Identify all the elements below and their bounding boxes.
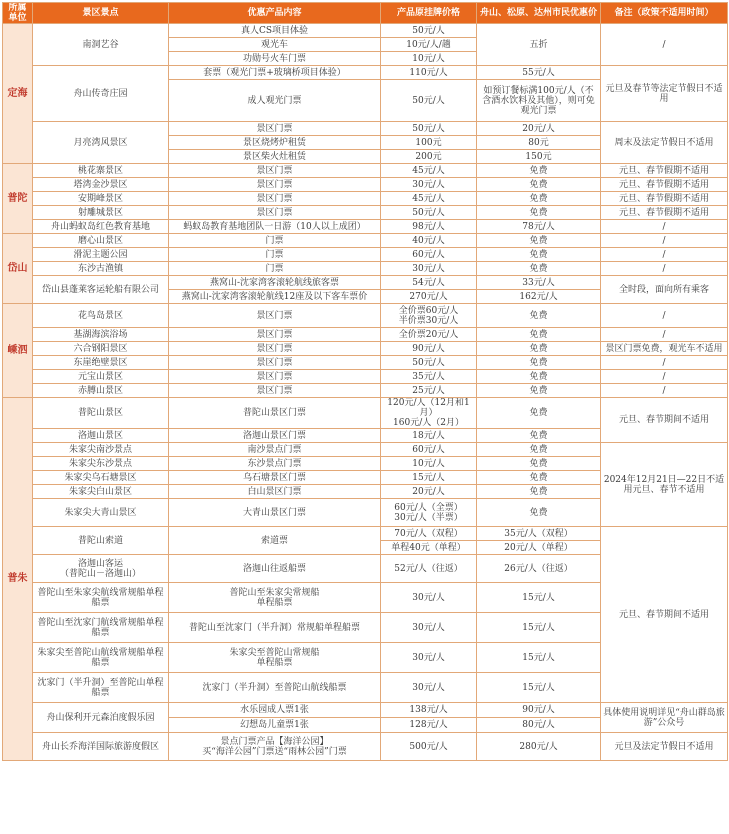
ticket-discount-table bbox=[2, 2, 728, 761]
content-cell: 朱家尖至普陀山常规船 单程船票 bbox=[169, 643, 381, 673]
spot-cell: 塔湾金沙景区 bbox=[33, 178, 169, 192]
price-cell: 10元/人 bbox=[381, 52, 477, 66]
price-cell: 10元/人 bbox=[381, 457, 477, 471]
spot-cell: 舟山传奇庄园 bbox=[33, 66, 169, 122]
note-cell: 元旦、春节假期不适用 bbox=[601, 164, 728, 178]
spot-cell: 东崖绝壁景区 bbox=[33, 356, 169, 370]
note-cell: / bbox=[601, 234, 728, 248]
discount-cell: 15元/人 bbox=[477, 673, 601, 703]
content-cell: 燕窝山-沈家湾客滚轮航线旅客票 bbox=[169, 276, 381, 290]
content-cell: 蚂蚁岛教育基地团队一日游（10人以上成团） bbox=[169, 220, 381, 234]
content-cell: 白山景区门票 bbox=[169, 485, 381, 499]
content-cell: 景区门票 bbox=[169, 328, 381, 342]
content-cell: 景区门票 bbox=[169, 164, 381, 178]
spot-cell: 洛迦山客运 （普陀山－洛迦山） bbox=[33, 555, 169, 583]
content-cell: 成人观光门票 bbox=[169, 80, 381, 122]
discount-cell: 26元/人（往返） bbox=[477, 555, 601, 583]
table-row bbox=[3, 220, 728, 234]
spot-cell: 沈家门（半升洞）至普陀山单程船票 bbox=[33, 673, 169, 703]
content-cell: 水乐园成人票1张 bbox=[169, 703, 381, 718]
spot-cell: 朱家尖白山景区 bbox=[33, 485, 169, 499]
discount-cell: 15元/人 bbox=[477, 643, 601, 673]
price-cell: 120元/人（12月和1月） 160元/人（2月） bbox=[381, 398, 477, 429]
price-cell: 270元/人 bbox=[381, 290, 477, 304]
spot-cell: 普陀山至朱家尖航线常规船单程船票 bbox=[33, 583, 169, 613]
content-cell: 南沙景点门票 bbox=[169, 443, 381, 457]
region-dinghai: 定海 bbox=[3, 24, 33, 164]
spot-cell: 朱家尖乌石塘景区 bbox=[33, 471, 169, 485]
spot-cell: 月亮湾风景区 bbox=[33, 122, 169, 164]
content-cell: 门票 bbox=[169, 234, 381, 248]
spot-cell: 舟山蚂蚁岛红色教育基地 bbox=[33, 220, 169, 234]
content-cell: 景区门票 bbox=[169, 356, 381, 370]
spot-cell: 岱山县蓬莱客运轮船有限公司 bbox=[33, 276, 169, 304]
price-cell: 98元/人 bbox=[381, 220, 477, 234]
discount-cell: 免费 bbox=[477, 248, 601, 262]
header-price: 产品原挂牌价格 bbox=[381, 3, 477, 24]
content-cell: 门票 bbox=[169, 248, 381, 262]
discount-cell: 免费 bbox=[477, 443, 601, 457]
discount-cell: 免费 bbox=[477, 192, 601, 206]
note-cell: / bbox=[601, 220, 728, 234]
price-cell: 50元/人 bbox=[381, 206, 477, 220]
price-cell: 30元/人 bbox=[381, 613, 477, 643]
price-cell: 45元/人 bbox=[381, 192, 477, 206]
price-cell: 100元 bbox=[381, 136, 477, 150]
discount-cell: 免费 bbox=[477, 304, 601, 328]
content-cell: 东沙景点门票 bbox=[169, 457, 381, 471]
table-row bbox=[3, 122, 728, 136]
price-cell: 18元/人 bbox=[381, 429, 477, 443]
price-cell: 30元/人 bbox=[381, 583, 477, 613]
content-cell: 功勋号火车门票 bbox=[169, 52, 381, 66]
spot-cell: 滑泥主题公园 bbox=[33, 248, 169, 262]
price-cell: 60元/人（全票） 30元/人（半票） bbox=[381, 499, 477, 527]
table-row bbox=[3, 24, 728, 38]
spot-cell: 花鸟岛景区 bbox=[33, 304, 169, 328]
price-cell: 138元/人 bbox=[381, 703, 477, 718]
discount-cell: 20元/人（单程） bbox=[477, 541, 601, 555]
note-cell: / bbox=[601, 262, 728, 276]
spot-cell: 射雕城景区 bbox=[33, 206, 169, 220]
table-row bbox=[3, 262, 728, 276]
content-cell: 燕窝山-沈家湾客滚轮航线12座及以下客车票价 bbox=[169, 290, 381, 304]
spot-cell: 六合钢阳景区 bbox=[33, 342, 169, 356]
price-cell: 20元/人 bbox=[381, 485, 477, 499]
content-cell: 乌石塘景区门票 bbox=[169, 471, 381, 485]
spot-cell: 朱家尖大青山景区 bbox=[33, 499, 169, 527]
discount-cell: 33元/人 bbox=[477, 276, 601, 290]
note-cell: / bbox=[601, 304, 728, 328]
content-cell: 普陀山至朱家尖常规船 单程船票 bbox=[169, 583, 381, 613]
discount-cell: 162元/人 bbox=[477, 290, 601, 304]
price-cell: 30元/人 bbox=[381, 643, 477, 673]
table-row bbox=[3, 328, 728, 342]
discount-cell: 免费 bbox=[477, 342, 601, 356]
discount-cell: 15元/人 bbox=[477, 583, 601, 613]
discount-cell: 15元/人 bbox=[477, 613, 601, 643]
content-cell: 景区烧烤炉租赁 bbox=[169, 136, 381, 150]
price-cell: 70元/人（双程） bbox=[381, 527, 477, 541]
price-cell: 60元/人 bbox=[381, 248, 477, 262]
header-note: 备注（政策不适用时间） bbox=[601, 3, 728, 24]
spot-cell: 元宝山景区 bbox=[33, 370, 169, 384]
table-row bbox=[3, 384, 728, 398]
table-row bbox=[3, 248, 728, 262]
price-cell: 200元 bbox=[381, 150, 477, 164]
content-cell: 幻想岛儿童票1张 bbox=[169, 718, 381, 733]
content-cell: 景区门票 bbox=[169, 122, 381, 136]
table-row bbox=[3, 206, 728, 220]
content-cell: 景区门票 bbox=[169, 178, 381, 192]
discount-cell: 免费 bbox=[477, 398, 601, 429]
discount-cell: 免费 bbox=[477, 164, 601, 178]
discount-cell: 免费 bbox=[477, 178, 601, 192]
content-cell: 普陀山至沈家门（半升洞）常规船单程船票 bbox=[169, 613, 381, 643]
discount-cell: 90元/人 bbox=[477, 703, 601, 718]
table-row bbox=[3, 192, 728, 206]
region-daishan: 岱山 bbox=[3, 234, 33, 304]
content-cell: 景区门票 bbox=[169, 370, 381, 384]
note-cell: 元旦、春节假期不适用 bbox=[601, 206, 728, 220]
discount-cell: 如预订餐标满100元/人（不含酒水饮料及其他），则可免观光门票 bbox=[477, 80, 601, 122]
note-cell: / bbox=[601, 248, 728, 262]
table-row bbox=[3, 276, 728, 290]
content-cell: 洛迦山景区门票 bbox=[169, 429, 381, 443]
note-cell: / bbox=[601, 356, 728, 370]
spot-cell: 普陀山景区 bbox=[33, 398, 169, 429]
note-cell: 周末及法定节假日不适用 bbox=[601, 122, 728, 164]
price-cell: 15元/人 bbox=[381, 471, 477, 485]
spot-cell: 朱家尖至普陀山航线常规船单程船票 bbox=[33, 643, 169, 673]
discount-cell: 80元/人 bbox=[477, 718, 601, 733]
discount-cell: 150元 bbox=[477, 150, 601, 164]
header-unit: 所属单位 bbox=[3, 3, 33, 24]
spot-cell: 基湖海滨浴场 bbox=[33, 328, 169, 342]
table-header-row bbox=[3, 3, 728, 24]
price-cell: 50元/人 bbox=[381, 356, 477, 370]
discount-cell: 免费 bbox=[477, 429, 601, 443]
content-cell: 套票（观光门票+玻璃桥项目体验） bbox=[169, 66, 381, 80]
note-cell: 2024年12月21日—22日不适用元旦、春节不适用 bbox=[601, 443, 728, 527]
table-row bbox=[3, 527, 728, 541]
content-cell: 景区门票 bbox=[169, 206, 381, 220]
discount-cell: 免费 bbox=[477, 384, 601, 398]
table-row bbox=[3, 164, 728, 178]
price-cell: 52元/人（往返） bbox=[381, 555, 477, 583]
discount-cell: 免费 bbox=[477, 234, 601, 248]
price-cell: 35元/人 bbox=[381, 370, 477, 384]
discount-cell: 78元/人 bbox=[477, 220, 601, 234]
table-row bbox=[3, 703, 728, 718]
note-cell: 元旦、春节期间不适用 bbox=[601, 398, 728, 443]
content-cell: 普陀山景区门票 bbox=[169, 398, 381, 429]
table-row bbox=[3, 398, 728, 429]
table-row bbox=[3, 356, 728, 370]
price-cell: 全价票20元/人 bbox=[381, 328, 477, 342]
discount-cell: 免费 bbox=[477, 206, 601, 220]
note-cell: 元旦、春节假期不适用 bbox=[601, 192, 728, 206]
spot-cell: 磨心山景区 bbox=[33, 234, 169, 248]
content-cell: 观光车 bbox=[169, 38, 381, 52]
price-cell: 90元/人 bbox=[381, 342, 477, 356]
price-cell: 10元/人/趟 bbox=[381, 38, 477, 52]
content-cell: 沈家门（半升洞）至普陀山航线船票 bbox=[169, 673, 381, 703]
discount-cell: 55元/人 bbox=[477, 66, 601, 80]
price-cell: 50元/人 bbox=[381, 24, 477, 38]
note-cell: 景区门票免费，观光车不适用 bbox=[601, 342, 728, 356]
note-cell: / bbox=[601, 370, 728, 384]
discount-cell: 免费 bbox=[477, 457, 601, 471]
discount-cell: 35元/人（双程） bbox=[477, 527, 601, 541]
note-cell: / bbox=[601, 328, 728, 342]
price-cell: 60元/人 bbox=[381, 443, 477, 457]
price-cell: 128元/人 bbox=[381, 718, 477, 733]
note-cell: 具体使用说明详见“舟山群岛旅游”公众号 bbox=[601, 703, 728, 733]
discount-cell: 免费 bbox=[477, 499, 601, 527]
note-cell: 全时段，面向所有乘客 bbox=[601, 276, 728, 304]
note-cell: / bbox=[601, 384, 728, 398]
discount-cell: 免费 bbox=[477, 471, 601, 485]
spot-cell: 朱家尖南沙景点 bbox=[33, 443, 169, 457]
discount-cell: 免费 bbox=[477, 328, 601, 342]
price-cell: 50元/人 bbox=[381, 80, 477, 122]
spot-cell: 普陀山至沈家门航线常规船单程船票 bbox=[33, 613, 169, 643]
content-cell: 大青山景区门票 bbox=[169, 499, 381, 527]
discount-cell: 20元/人 bbox=[477, 122, 601, 136]
price-cell: 全价票60元/人 半价票30元/人 bbox=[381, 304, 477, 328]
price-cell: 500元/人 bbox=[381, 733, 477, 761]
price-cell: 50元/人 bbox=[381, 122, 477, 136]
spot-cell: 朱家尖东沙景点 bbox=[33, 457, 169, 471]
table-row bbox=[3, 443, 728, 457]
discount-cell: 五折 bbox=[477, 24, 601, 66]
content-cell: 景区门票 bbox=[169, 342, 381, 356]
spot-cell: 舟山长乔海洋国际旅游度假区 bbox=[33, 733, 169, 761]
content-cell: 景区柴火灶租赁 bbox=[169, 150, 381, 164]
table-row bbox=[3, 66, 728, 80]
content-cell: 洛迦山往返船票 bbox=[169, 555, 381, 583]
discount-cell: 280元/人 bbox=[477, 733, 601, 761]
region-puzhu: 普朱 bbox=[3, 398, 33, 761]
note-cell: 元旦、春节假期不适用 bbox=[601, 178, 728, 192]
spot-cell: 舟山保利开元森泊度假乐园 bbox=[33, 703, 169, 733]
table-row bbox=[3, 234, 728, 248]
spot-cell: 普陀山索道 bbox=[33, 527, 169, 555]
discount-cell: 免费 bbox=[477, 356, 601, 370]
table-row bbox=[3, 178, 728, 192]
table-row bbox=[3, 304, 728, 328]
content-cell: 景区门票 bbox=[169, 384, 381, 398]
spot-cell: 赤膊山景区 bbox=[33, 384, 169, 398]
spot-cell: 桃花寨景区 bbox=[33, 164, 169, 178]
header-spot: 景区景点 bbox=[33, 3, 169, 24]
spot-cell: 洛迦山景区 bbox=[33, 429, 169, 443]
price-cell: 45元/人 bbox=[381, 164, 477, 178]
discount-cell: 免费 bbox=[477, 485, 601, 499]
spot-cell: 安期峰景区 bbox=[33, 192, 169, 206]
region-putuo: 普陀 bbox=[3, 164, 33, 234]
ticket-discount-table-container bbox=[2, 2, 727, 830]
content-cell: 索道票 bbox=[169, 527, 381, 555]
header-discount: 舟山、松原、达州市民优惠价 bbox=[477, 3, 601, 24]
region-shengsi: 嵊泗 bbox=[3, 304, 33, 398]
note-cell: 元旦、春节期间不适用 bbox=[601, 527, 728, 703]
note-cell: / bbox=[601, 24, 728, 66]
discount-cell: 免费 bbox=[477, 262, 601, 276]
content-cell: 门票 bbox=[169, 262, 381, 276]
spot-cell: 南洞艺谷 bbox=[33, 24, 169, 66]
note-cell: 元旦及法定节假日不适用 bbox=[601, 733, 728, 761]
content-cell: 景区门票 bbox=[169, 192, 381, 206]
price-cell: 30元/人 bbox=[381, 262, 477, 276]
price-cell: 30元/人 bbox=[381, 178, 477, 192]
discount-cell: 免费 bbox=[477, 370, 601, 384]
spot-cell: 东沙古渔镇 bbox=[33, 262, 169, 276]
table-row bbox=[3, 342, 728, 356]
price-cell: 110元/人 bbox=[381, 66, 477, 80]
table-row bbox=[3, 733, 728, 761]
note-cell: 元旦及春节等法定节假日不适用 bbox=[601, 66, 728, 122]
content-cell: 景点门票产品【海洋公园】 买“海洋公园”门票送“雨林公园”门票 bbox=[169, 733, 381, 761]
price-cell: 25元/人 bbox=[381, 384, 477, 398]
price-cell: 40元/人 bbox=[381, 234, 477, 248]
price-cell: 30元/人 bbox=[381, 673, 477, 703]
discount-cell: 80元 bbox=[477, 136, 601, 150]
content-cell: 景区门票 bbox=[169, 304, 381, 328]
table-row bbox=[3, 370, 728, 384]
header-content: 优惠产品内容 bbox=[169, 3, 381, 24]
price-cell: 54元/人 bbox=[381, 276, 477, 290]
price-cell: 单程40元（单程） bbox=[381, 541, 477, 555]
content-cell: 真人CS项目体验 bbox=[169, 24, 381, 38]
